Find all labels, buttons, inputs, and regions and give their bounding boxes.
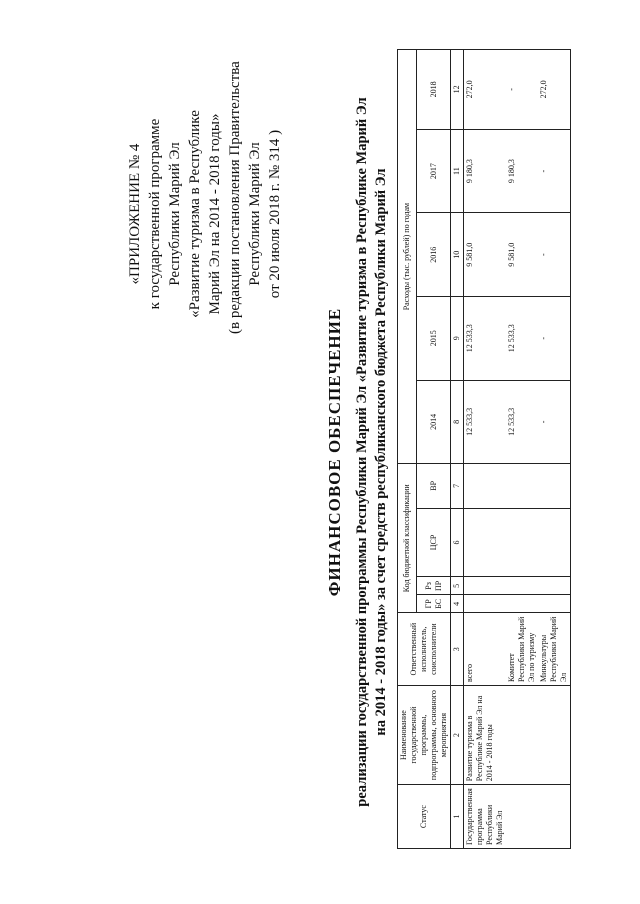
- value-cell: 9 180,3: [506, 129, 538, 213]
- executor-cell: Минкультуры Республики Марий Эл: [538, 613, 571, 686]
- executor-cell: Комитет Республики Марий Эл по туризму: [506, 613, 538, 686]
- column-number: 7: [451, 464, 464, 508]
- program-cell: Развитие туризма в Республике Марий Эл на 2014 - 2018 годы: [464, 686, 507, 785]
- appendix-line: Республики Марий Эл: [247, 142, 263, 286]
- grbs-cell: [464, 595, 507, 613]
- csr-cell: [538, 508, 571, 577]
- value-cell: 12 533,3: [506, 296, 538, 380]
- column-number: 6: [451, 508, 464, 577]
- status-cell: [506, 785, 538, 849]
- program-header: Наименование государственной программы, подпрограммы, основного мероприятия: [398, 686, 451, 785]
- year-header: 2015: [417, 296, 451, 380]
- value-cell: 272,0: [538, 50, 571, 130]
- column-number: 11: [451, 129, 464, 213]
- vr-cell: [538, 464, 571, 508]
- appendix-line: от 20 июля 2018 г. № 314 ): [267, 129, 283, 299]
- column-number: 12: [451, 50, 464, 130]
- rzpr-cell: [506, 577, 538, 595]
- subtitle-line: реализации государственной программы Республики Марий Эл «Развитие туризма в Республике Марий Эл: [354, 97, 370, 807]
- year-header: 2017: [417, 129, 451, 213]
- value-cell: -: [538, 213, 571, 297]
- value-cell: 9 581,0: [506, 213, 538, 297]
- rzpr-cell: [538, 577, 571, 595]
- vr-cell: [464, 464, 507, 508]
- rzpr-cell: [464, 577, 507, 595]
- column-number: 10: [451, 213, 464, 297]
- value-cell: -: [538, 296, 571, 380]
- column-number: 5: [451, 577, 464, 595]
- value-cell: -: [506, 50, 538, 130]
- column-number: 4: [451, 595, 464, 613]
- column-number: 1: [451, 785, 464, 849]
- grbs-cell: [506, 595, 538, 613]
- appendix-line: «ПРИЛОЖЕНИЕ № 4: [127, 143, 143, 285]
- financing-table: [397, 49, 571, 849]
- appendix-line: Республики Марий Эл: [167, 142, 183, 286]
- rzpr-header: Рз ПР: [417, 577, 451, 595]
- program-cell: [538, 686, 571, 785]
- value-cell: -: [538, 380, 571, 464]
- vr-cell: [506, 464, 538, 508]
- grbs-cell: [538, 595, 571, 613]
- program-cell: [506, 686, 538, 785]
- column-number: 8: [451, 380, 464, 464]
- year-header: 2014: [417, 380, 451, 464]
- subtitle-line: на 2014 - 2018 годы» за счет средств республиканского бюджета Республики Марий Эл: [373, 168, 389, 736]
- year-header: 2016: [417, 213, 451, 297]
- status-cell: [538, 785, 571, 849]
- grbs-header: ГР БС: [417, 595, 451, 613]
- value-cell: 272,0: [464, 50, 507, 130]
- value-cell: 12 533,3: [506, 380, 538, 464]
- status-header: Статус: [398, 785, 451, 849]
- executor-cell: всего: [464, 613, 507, 686]
- expenses-header: Расходы (тыс. рублей) по годам: [398, 50, 417, 464]
- value-cell: -: [538, 129, 571, 213]
- column-number: 3: [451, 613, 464, 686]
- vr-header: ВР: [417, 464, 451, 508]
- header-row: [398, 50, 417, 849]
- year-header: 2018: [417, 50, 451, 130]
- column-number: 2: [451, 686, 464, 785]
- table-row: [538, 50, 571, 849]
- value-cell: 12 533,3: [464, 296, 507, 380]
- document-title: ФИНАНСОВОЕ ОБЕСПЕЧЕНИЕ: [325, 307, 344, 597]
- status-cell: Государственная программа Республики Марий Эл: [464, 785, 507, 849]
- executor-header: Ответственный исполнитель, соисполнители: [398, 613, 451, 686]
- value-cell: 9 581,0: [464, 213, 507, 297]
- value-cell: 12 533,3: [464, 380, 507, 464]
- csr-cell: [506, 508, 538, 577]
- document-subtitle: [353, 40, 391, 864]
- budget-code-header: Код бюджетной классификации: [398, 464, 417, 613]
- table-row: [506, 50, 538, 849]
- table-row: [464, 50, 507, 849]
- appendix-block: [125, 61, 285, 334]
- appendix-line: «Развитие туризма в Республике: [187, 110, 203, 318]
- column-number: 9: [451, 296, 464, 380]
- csr-header: ЦСР: [417, 508, 451, 577]
- value-cell: 9 180,3: [464, 129, 507, 213]
- column-number-row: [451, 50, 464, 849]
- appendix-line: (в редакции постановления Правительства: [227, 61, 243, 334]
- appendix-line: Марий Эл на 2014 - 2018 годы»: [207, 113, 223, 315]
- csr-cell: [464, 508, 507, 577]
- appendix-line: к государственной программе: [147, 118, 163, 310]
- document-heading: [325, 40, 391, 864]
